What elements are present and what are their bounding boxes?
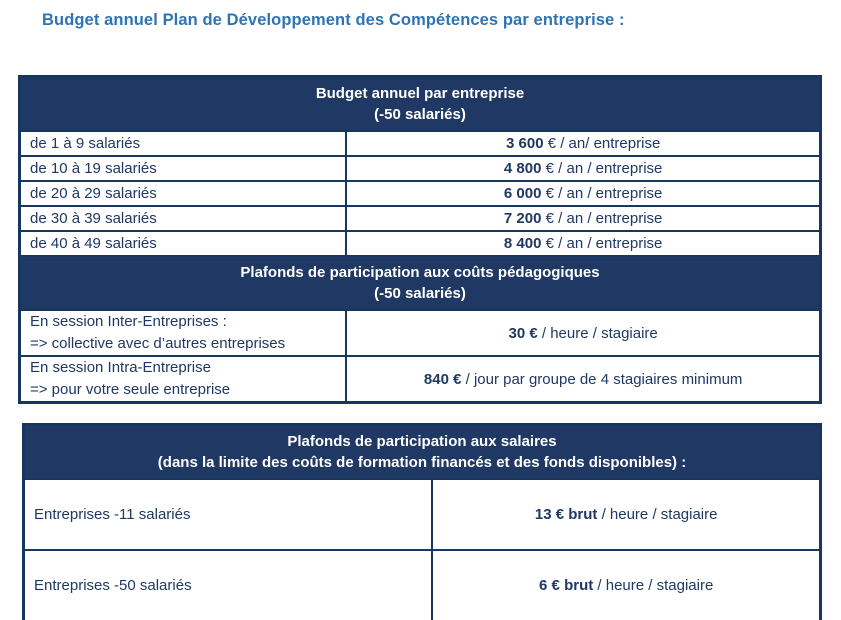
header-budget-line2: (-50 salariés) (374, 106, 466, 123)
budget-value-unit: € / an / entreprise (541, 235, 663, 252)
budget-value-amount: 7 200 (503, 210, 542, 227)
budget-value-amount: 8 400 (503, 235, 542, 252)
session-label-line2: => pour votre seule entreprise (30, 381, 231, 398)
session-row-value (346, 356, 820, 403)
table-plafonds-salaires (22, 423, 822, 620)
salaire-row-value (432, 479, 820, 550)
table-row (24, 425, 821, 480)
table-row (20, 206, 821, 231)
budget-row-label: de 20 à 29 salariés (20, 181, 347, 206)
header-salaires-line2: (dans la limite des coûts de formation financés et des fonds disponibles) : (157, 454, 687, 471)
salaire-value-unit: / heure / stagiaire (597, 506, 718, 523)
session-label-line2: => collective avec d’autres entreprises (30, 335, 286, 352)
table-row (20, 77, 821, 132)
session-row-label (20, 356, 347, 403)
budget-row-value (346, 181, 820, 206)
budget-value-amount: 4 800 (503, 160, 542, 177)
table-row (24, 479, 821, 550)
table-row (20, 231, 821, 256)
budget-value-unit: € / an/ entreprise (543, 135, 661, 152)
table-budget-annuel (18, 75, 822, 404)
budget-row-value (346, 131, 820, 156)
session-label-line1: En session Inter-Entreprises : (30, 313, 227, 330)
salaire-value-unit: / heure / stagiaire (593, 576, 714, 594)
salaire-row-label: Entreprises -50 salariés (24, 550, 433, 620)
budget-row-label: de 40 à 49 salariés (20, 231, 347, 256)
session-value-unit: / heure / stagiaire (537, 324, 658, 342)
budget-row-value (346, 156, 820, 181)
session-row-label (20, 310, 347, 356)
table-row (20, 156, 821, 181)
session-row-value (346, 310, 820, 356)
table-row (20, 310, 821, 356)
budget-value-unit: € / an / entreprise (541, 210, 663, 227)
salaire-row-value (432, 550, 820, 620)
budget-row-label: de 1 à 9 salariés (20, 131, 347, 156)
header-plafonds-line2: (-50 salariés) (374, 285, 466, 302)
header-salaires-line1: Plafonds de participation aux salaires (287, 433, 557, 450)
table-row (20, 181, 821, 206)
salaire-value-amount: 13 € brut (534, 506, 598, 523)
budget-value-amount: 6 000 (503, 185, 542, 202)
page-title: Budget annuel Plan de Développement des Compétences par entreprise : (42, 11, 625, 29)
table-row (20, 356, 821, 403)
session-label-line1: En session Intra-Entreprise (30, 359, 211, 376)
session-value-amount: 840 € (423, 370, 462, 388)
budget-row-label: de 30 à 39 salariés (20, 206, 347, 231)
budget-value-amount: 3 600 (506, 135, 544, 152)
budget-value-unit: € / an / entreprise (541, 185, 663, 202)
header-plafonds-line1: Plafonds de participation aux coûts pédagogiques (240, 264, 600, 281)
session-value-unit: / jour par groupe de 4 stagiaires minimum (461, 370, 743, 388)
budget-value-unit: € / an / entreprise (541, 160, 663, 177)
budget-row-value (346, 206, 820, 231)
header-plafonds-pedagogiques (20, 256, 821, 310)
salaire-row-label: Entreprises -11 salariés (24, 479, 433, 550)
table-row (20, 256, 821, 310)
session-value-amount: 30 € (508, 324, 538, 342)
table-row (20, 131, 821, 156)
budget-row-value (346, 231, 820, 256)
salaire-value-amount: 6 € brut (539, 576, 594, 594)
budget-row-label: de 10 à 19 salariés (20, 156, 347, 181)
header-budget-annuel (20, 77, 821, 132)
header-budget-line1: Budget annuel par entreprise (315, 85, 525, 102)
header-plafonds-salaires (24, 425, 821, 480)
table-row (24, 550, 821, 620)
